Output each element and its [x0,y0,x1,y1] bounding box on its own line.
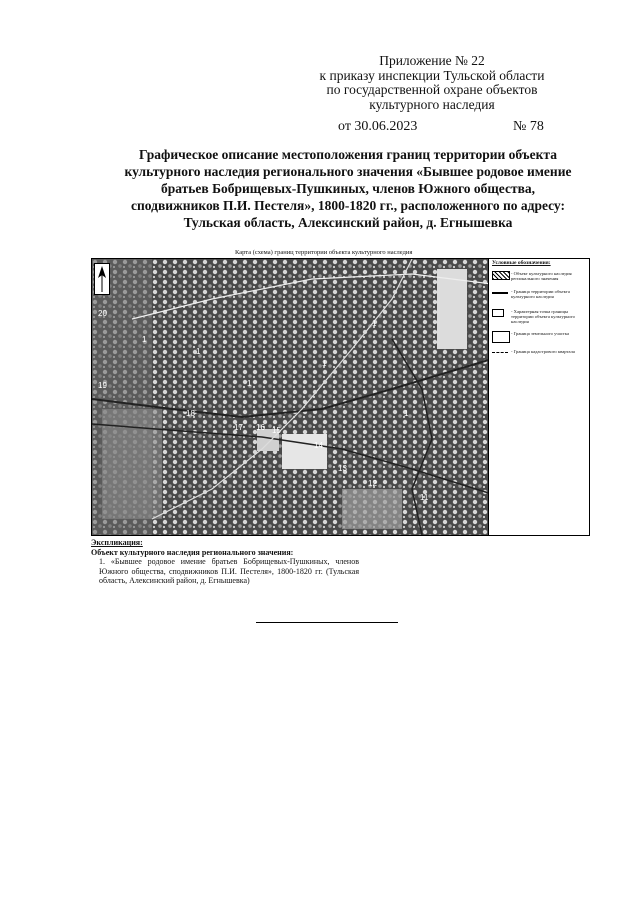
explication-item: 1. «Бывшее родовое имение братьев Бобрищевых-Пушкиных, членов Южного общества, сподвижников П.И. Пестеля», 1800-1820 гг. (Тульская область, Алексинский район, д. Егнышевка) [99,557,359,585]
divider [256,622,398,623]
point-marker: 15 [272,426,281,435]
document-title [88,146,608,231]
order-reference: к приказу инспекции Тульской области [319,67,545,83]
order-date: от 30.06.2023 [338,119,418,134]
point-marker: 14 [314,441,323,450]
point-marker: 20 [98,309,107,318]
north-arrow-icon [94,263,110,295]
boundary-line-icon [492,292,508,301]
point-marker: 12 [368,479,377,488]
explication-subheading: Объект культурного наследия регионального значения: [91,547,294,557]
hatch-icon [492,271,510,280]
map-caption: Карта (схема) границ территории объекта культурного наследия [235,249,413,256]
title-line: сподвижников П.И. Пестеля», 1800-1820 гг., расположенного по адресу: [130,198,565,213]
point-marker: 19 [98,381,107,390]
object-marker: 1 [196,347,201,356]
order-number: № 78 [513,119,544,134]
point-icon [492,309,504,317]
object-marker: 1 [142,335,147,344]
object-marker: 1 [372,319,377,328]
map-legend: Условные обозначения: - Объект культурного наследия регионального значения - Граница территории объекта культурного наследия - Характерная точка границы территории объекта культурного наследия - Граница земельного участка - Граница кадастрового квартала [488,258,590,536]
order-reference-3: культурного наследия [369,96,495,112]
point-marker: 13 [338,464,347,473]
order-reference-2: по государственной охране объектов [326,82,538,97]
object-marker: 1 [322,359,327,368]
explication [91,538,588,586]
quarter-line-icon [492,352,508,360]
point-marker: 17 [234,423,243,432]
point-marker: 18 [186,409,195,418]
title-line: культурного наследия регионального значения «Бывшее родовое имение [124,164,572,179]
object-marker: 1 [247,379,252,388]
point-marker: 11 [420,493,429,502]
parcel-icon [492,331,510,343]
title-line: Графическое описание местоположения границ территории объекта [139,147,557,162]
title-line: братьев Бобрищевых-Пушкиных, членов Южного общества, [160,181,536,196]
legend-title: Условные обозначения: [492,260,551,266]
map-imagery [92,259,492,535]
appendix-header [282,54,582,112]
title-line: Тульская область, Алексинский район, д. Егнышевка [183,215,513,230]
point-marker: 16 [256,423,265,432]
appendix-number: Приложение № 22 [379,53,485,68]
aerial-map [91,258,493,536]
explication-heading: Экспликация: [91,538,143,547]
object-marker: 1 [404,409,409,418]
